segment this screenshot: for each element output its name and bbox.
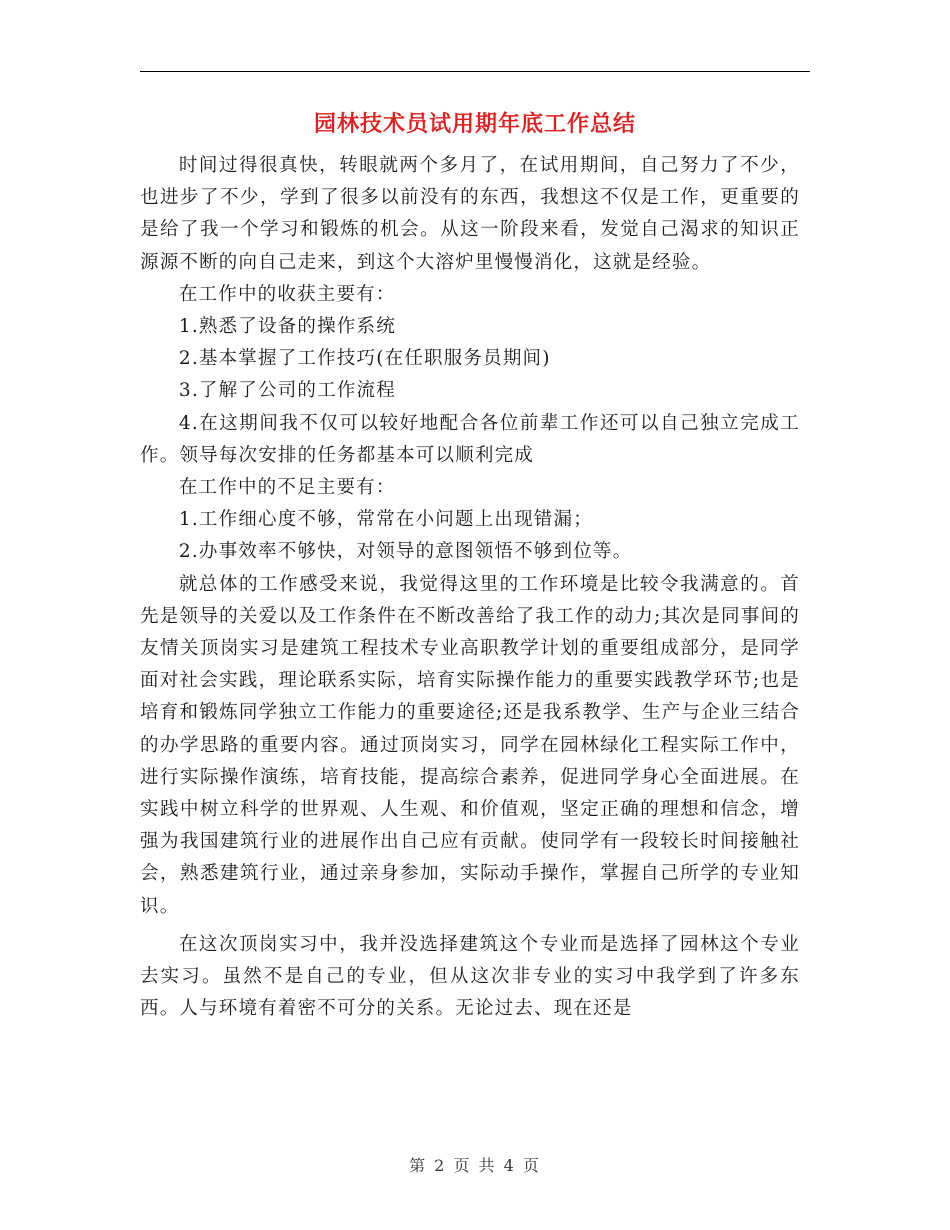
list-item-gain-3: 3.了解了公司的工作流程 xyxy=(178,380,396,402)
document-body xyxy=(140,150,800,1025)
list-item-gain-2: 2.基本掌握了工作技巧(在任职服务员期间) xyxy=(178,348,551,370)
header-rule xyxy=(140,71,810,72)
paragraph-overall-feeling: 就总体的工作感受来说，我觉得这里的工作环境是比较令我满意的。首先是领导的关爱以及工作条件在不断改善给了我工作的动力;其次是同事间的友情关顶岗实习是建筑工程技术专业高职教学计划的重要组成部分，是同学面对社会实践，理论联系实际，培育实际操作能力的重要实践教学环节;也是培育和锻炼同学独立工作能力的重要途径;还是我系教学、生产与企业三结合的办学思路的重要内容。通过顶岗实习，同学在园林绿化工程实际工作中，进行实际操作演练，培育技能，提高综合素养，促进同学身心全面进展。在实践中树立科学的世界观、人生观、和价值观，坚定正确的理想和信念，增强为我国建筑行业的进展作出自己应有贡献。使同学有一段较长时间接触社会，熟悉建筑行业，通过亲身参加，实际动手操作，掌握自己所学的专业知识。 xyxy=(140,573,800,917)
paragraph-gains-heading: 在工作中的收获主要有： xyxy=(178,283,396,305)
paragraph-internship: 在这次顶岗实习中，我并没选择建筑这个专业而是选择了园林这个专业去实习。虽然不是自己的专业，但从这次非专业的实习中我学到了许多东西。人与环境有着密不可分的关系。无论过去、现在还是 xyxy=(140,933,800,1020)
list-item-gain-1: 1.熟悉了设备的操作系统 xyxy=(178,316,396,338)
list-item-gain-4: 4.在这期间我不仅可以较好地配合各位前辈工作还可以自己独立完成工作。领导每次安排的任务都基本可以顺利完成 xyxy=(140,412,800,466)
list-item-shortcoming-1: 1.工作细心度不够，常常在小问题上出现错漏； xyxy=(178,509,593,531)
page-number: 第 2 页 共 4 页 xyxy=(409,1156,541,1175)
list-item-shortcoming-2: 2.办事效率不够快，对领导的意图领悟不够到位等。 xyxy=(178,541,633,563)
paragraph-shortcomings-heading: 在工作中的不足主要有： xyxy=(178,477,396,499)
paragraph-intro: 时间过得很真快，转眼就两个多月了，在试用期间，自己努力了不少，也进步了不少，学到了很多以前没有的东西，我想这不仅是工作，更重要的是给了我一个学习和锻炼的机会。从这一阶段来看，发觉自己渴求的知识正源源不断的向自己走来，到这个大溶炉里慢慢消化，这就是经验。 xyxy=(140,155,800,273)
document-title: 园林技术员试用期年底工作总结 xyxy=(313,111,636,137)
